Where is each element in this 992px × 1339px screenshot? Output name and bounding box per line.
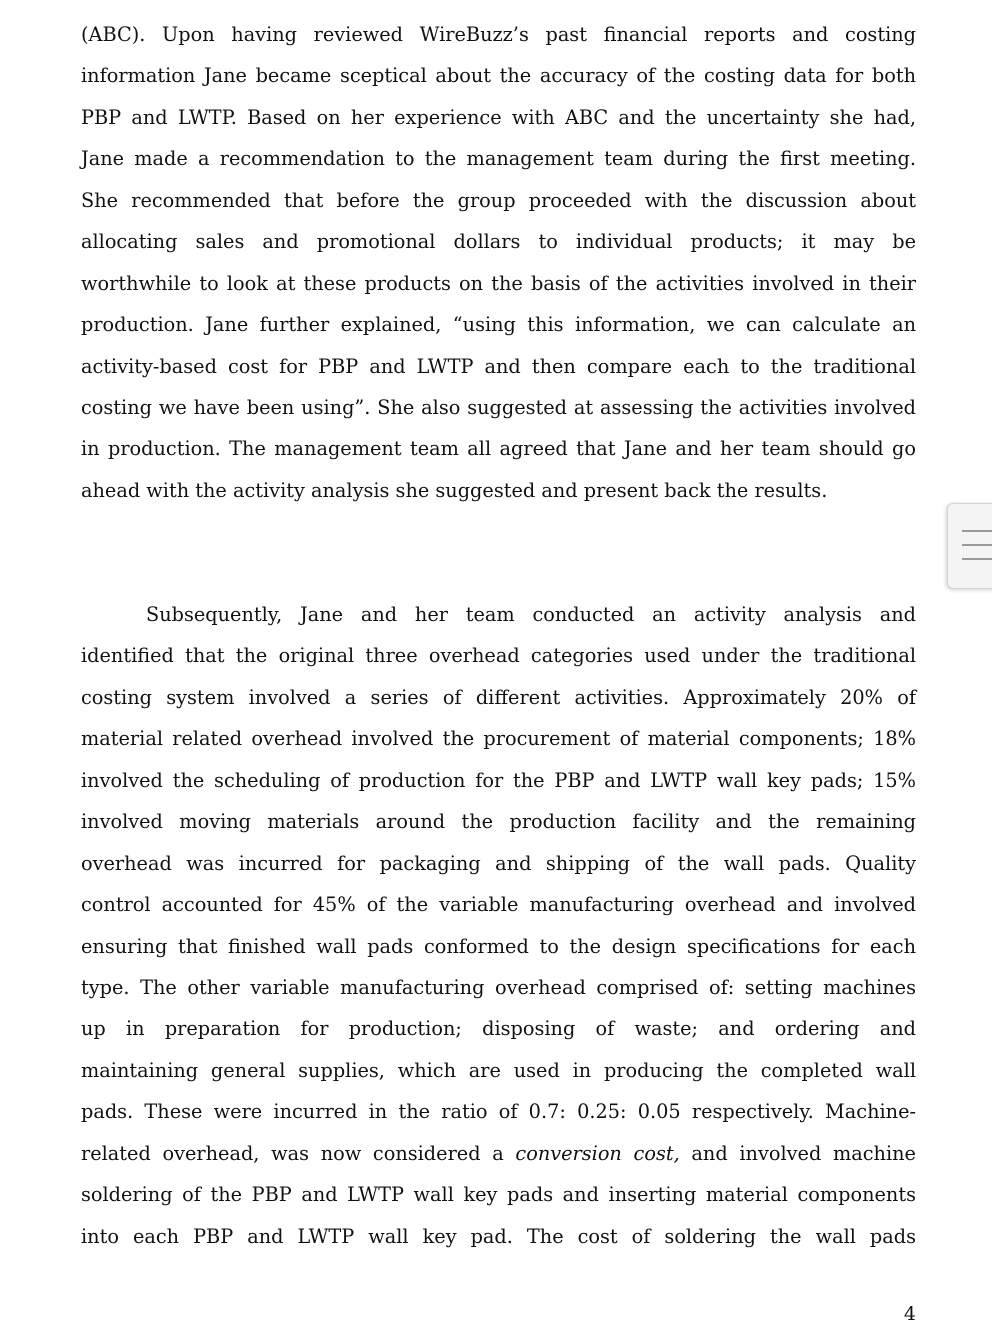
- text-line: maintaining general supplies, which are used in producing the completed wall: [81, 1058, 916, 1082]
- text-line: production. Jane further explained, “using this information, we can calculate an: [81, 313, 916, 337]
- text-line-with-italic: [81, 1133, 916, 1174]
- text-line: material related overhead involved the procurement of material components; 18%: [81, 727, 916, 751]
- side-panel-toggle[interactable]: [947, 503, 992, 589]
- text-line: allocating sales and promotional dollars to individual products; it may be: [81, 230, 916, 254]
- text-line: involved moving materials around the production facility and the remaining: [81, 810, 916, 834]
- text-line: costing system involved a series of different activities. Approximately 20% of: [81, 685, 916, 709]
- text-run: related overhead, was now considered a: [81, 1141, 516, 1165]
- text-run: and involved machine: [679, 1141, 916, 1165]
- text-line: involved the scheduling of production for the PBP and LWTP wall key pads; 15%: [81, 768, 916, 792]
- page-number: 4: [903, 1303, 916, 1325]
- text-line: control accounted for 45% of the variable manufacturing overhead and involved: [81, 893, 916, 917]
- text-line: overhead was incurred for packaging and shipping of the wall pads. Quality: [81, 851, 916, 875]
- text-line: (ABC). Upon having reviewed WireBuzz’s past financial reports and costing: [81, 23, 916, 46]
- text-line: information Jane became sceptical about the accuracy of the costing data for both: [81, 64, 916, 88]
- text-line: identified that the original three overhead categories used under the traditional: [81, 644, 916, 668]
- text-line-last: ahead with the activity analysis she suggested and present back the results.: [81, 478, 828, 502]
- text-line: She recommended that before the group proceeded with the discussion about: [81, 188, 916, 212]
- text-line: PBP and LWTP. Based on her experience with ABC and the uncertainty she had,: [81, 105, 916, 129]
- text-line: soldering of the PBP and LWTP wall key pads and inserting material components: [81, 1183, 916, 1207]
- text-line: up in preparation for production; disposing of waste; and ordering and: [81, 1017, 916, 1041]
- text-line: Jane made a recommendation to the management team during the first meeting.: [81, 147, 916, 171]
- text-line: costing we have been using”. She also suggested at assessing the activities involved: [81, 395, 916, 419]
- text-line: pads. These were incurred in the ratio of 0.7: 0.25: 0.05 respectively. Machine-: [81, 1100, 916, 1124]
- italic-term-conversion-cost: conversion cost,: [515, 1141, 680, 1165]
- text-line-indented: Subsequently, Jane and her team conducted an activity analysis and: [146, 603, 916, 626]
- text-line: worthwhile to look at these products on the basis of the activities involved in their: [81, 271, 916, 295]
- paragraph-activity-analysis: [81, 594, 916, 1257]
- paragraph-abc-review: [81, 14, 916, 511]
- text-line: activity-based cost for PBP and LWTP and then compare each to the traditional: [81, 354, 916, 378]
- text-line: ensuring that finished wall pads conformed to the design specifications for each: [81, 934, 916, 958]
- text-line: in production. The management team all agreed that Jane and her team should go: [81, 437, 916, 461]
- text-line: into each PBP and LWTP wall key pad. The cost of soldering the wall pads: [81, 1224, 916, 1248]
- text-line: type. The other variable manufacturing overhead comprised of: setting machines: [81, 975, 916, 999]
